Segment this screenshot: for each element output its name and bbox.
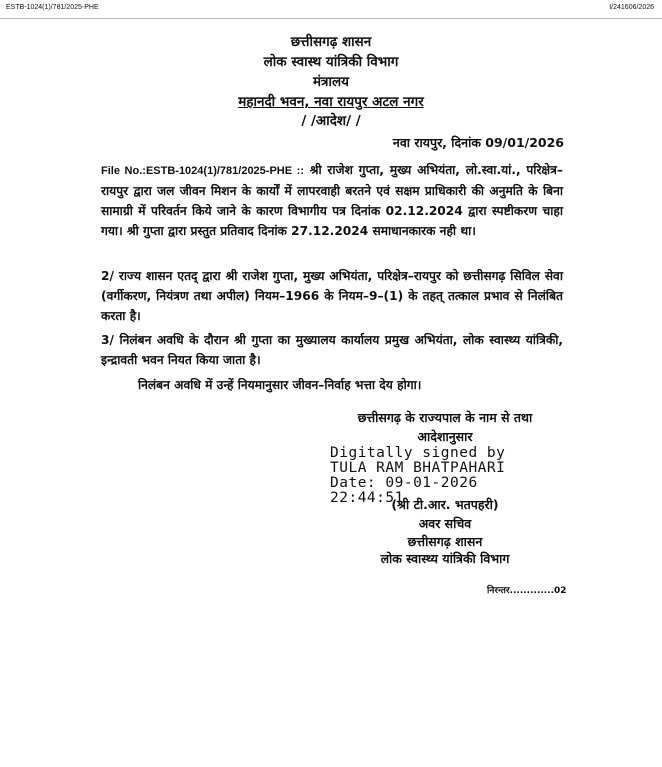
paragraph-4: निलंबन अवधि में उन्हें नियमानुसार जीवन–निर्वाह भत्ता देय होगा। xyxy=(138,378,422,392)
signatory-designation: अवर सचिव xyxy=(418,516,472,531)
order-line-2: आदेशानुसार xyxy=(417,429,473,444)
file-number: File No.:ESTB-1024(1)/781/2025-PHE :: xyxy=(101,165,305,177)
paragraph-2: 2/ राज्य शासन एतद् द्वारा श्री राजेश गुप्ता, मुख्य अभियंता, परिक्षेत्र–रायपुर को छत्तीसगढ़ सिविल सेवा (वर्गीकरण, नियंत्रण तथा अपील) नियम–1966 के नियम–9–(1) के तहत् तत्काल प्रभाव से निलंबित करता है। xyxy=(101,269,563,323)
signatory-govt: छत्तीसगढ़ शासन xyxy=(407,534,483,549)
letterhead-department: लोक स्वास्थ यांत्रिकी विभाग xyxy=(263,54,399,70)
digital-signature-line-1: Digitally signed by xyxy=(330,445,506,461)
file-code-left: ESTB-1024(1)/781/2025-PHE xyxy=(6,4,99,11)
letterhead-ministry: मंत्रालय xyxy=(312,74,349,90)
signatory-department: लोक स्वास्थ्य यांत्रिकी विभाग xyxy=(380,551,510,566)
paragraph-1 xyxy=(101,160,563,241)
paragraph-3: 3/ निलंबन अवधि के दौरान श्री गुप्ता का मुख्यालय कार्यालय प्रमुख अभियंता, लोक स्वास्थ्य यांत्रिकी, इन्द्रावती भवन नियत किया जाता है। xyxy=(101,333,563,367)
digital-signature-date: Date: 09-01-2026 xyxy=(330,475,478,491)
digital-signature-time: 22:44:51 xyxy=(330,490,404,506)
order-title: / /आदेश/ / xyxy=(301,113,361,129)
digital-signature-line-2: TULA RAM BHATPAHARI xyxy=(330,460,506,476)
paragraph-1-text: श्री राजेश गुप्ता, मुख्य अभियंता, लो.स्वा.यां., परिक्षेत्र–रायपुर द्वारा जल जीवन मिशन के कार्यों में लापरवाही बरतने एवं सक्षम प्राधिकारी की अनुमति के बिना सामाग्री में परिवर्तन किये जाने के कारण विभागीय पत्र दिनांक 02.12.2024 द्वारा स्पष्टीकरण चाहा गया। श्री गुप्ता द्वारा प्रस्तुत प्रतिवाद दिनांक 27.12.2024 समाधानकारक नही था। xyxy=(101,163,563,238)
letterhead-govt: छत्तीसगढ़ शासन xyxy=(290,34,372,50)
signatory-name: (श्री टी.आर. भतपहरी) xyxy=(391,497,499,512)
letterhead-address: महानदी भवन, नवा रायपुर अटल नगर xyxy=(238,94,424,110)
order-line-1: छत्तीसगढ़ के राज्यपाल के नाम से तथा xyxy=(357,410,533,425)
continued-marker: निरन्तर.............02 xyxy=(487,586,567,596)
order-date: नवा रायपुर, दिनांक 09/01/2026 xyxy=(392,135,564,150)
document-header-bar xyxy=(0,0,662,19)
file-code-right: I/241606/2026 xyxy=(609,4,654,11)
